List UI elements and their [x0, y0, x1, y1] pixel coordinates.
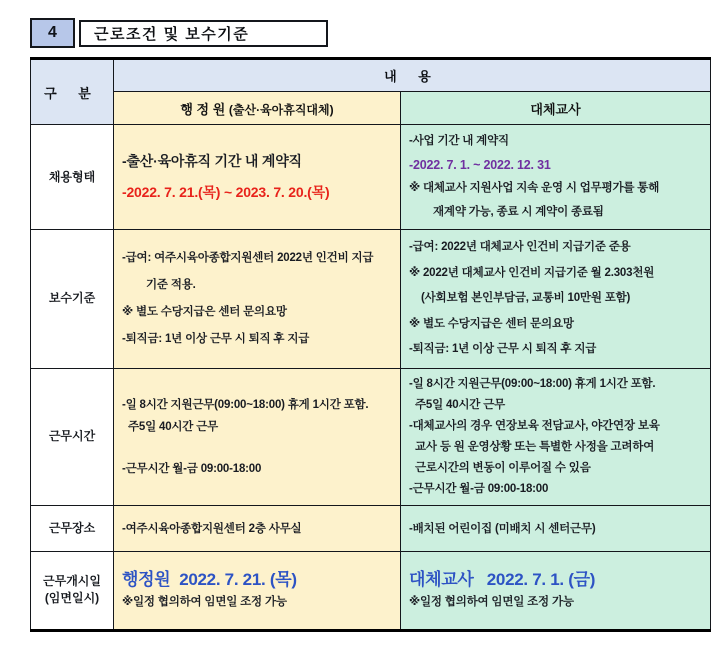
header-row-content — [31, 59, 711, 92]
header-admin-column — [114, 92, 401, 125]
admin-column-subtitle: (출산·육아휴직대체) — [228, 102, 334, 117]
section-title: 근로조건 및 보수기준 — [94, 26, 250, 43]
text-line: -근무시간 월-금 09:00-18:00 — [122, 462, 262, 475]
text-line: -2022. 7. 1. ~ 2022. 12. 31 — [409, 157, 551, 172]
text-line: -2022. 7. 21.(목) ~ 2023. 7. 20.(목) — [122, 184, 330, 200]
text-line: -여주시육아종합지원센터 2층 사무실 — [122, 523, 302, 535]
text-line: -퇴직금: 1년 이상 근무 시 퇴직 후 지급 — [122, 332, 310, 345]
header-category: 구 분 — [31, 59, 114, 125]
text-line: (사회보험 본인부담금, 교통비 10만원 포함) — [421, 292, 631, 304]
header-row-columns — [31, 92, 711, 125]
row-work-place — [31, 505, 711, 551]
text-line: ※ 대체교사 지원사업 지속 운영 시 업무평가를 통해 — [409, 182, 660, 194]
row-label-place: 근무장소 — [31, 505, 114, 551]
text-line: 기준 적용. — [146, 278, 196, 291]
row-pay-standard — [31, 230, 711, 369]
text-line: -급여: 2022년 대체교사 인건비 지급기준 준용 — [409, 241, 631, 253]
text-line: -출산·육아휴직 기간 내 계약직 — [122, 153, 302, 169]
place-admin-cell — [114, 505, 401, 551]
row-work-hours — [31, 368, 711, 505]
header-substitute-column: 대체교사 — [401, 92, 711, 125]
text-line: -일 8시간 지원근무(09:00~18:00) 휴게 1시간 포함. — [409, 377, 656, 390]
text-line: -배치된 어린이집 (미배치 시 센터근무) — [409, 523, 596, 535]
text-line: -일 8시간 지원근무(09:00~18:00) 휴게 1시간 포함. — [122, 398, 369, 411]
text-line: ※ 별도 수당지급은 센터 문의요망 — [122, 305, 287, 318]
pay-admin-cell — [114, 230, 401, 369]
text-line: -근무시간 월-금 09:00-18:00 — [409, 482, 549, 495]
conditions-table — [30, 57, 711, 632]
section-number-box — [30, 18, 75, 48]
recruit-substitute-cell — [401, 125, 711, 230]
row-label-hours: 근무시간 — [31, 368, 114, 505]
text-line: -퇴직금: 1년 이상 근무 시 퇴직 후 지급 — [409, 343, 597, 355]
text-line: -사업 기간 내 계약직 — [409, 135, 509, 147]
admin-column-title: 행 정 원 — [180, 101, 226, 117]
section-title-box — [79, 20, 328, 47]
pay-substitute-cell — [401, 230, 711, 369]
row-recruit-type — [31, 125, 711, 230]
row-label-start — [31, 551, 114, 630]
place-substitute-cell — [401, 505, 711, 551]
hours-substitute-cell — [401, 368, 711, 505]
label-line: 근무개시일 — [43, 574, 101, 588]
text-line: 행정원 2022. 7. 21. (목) — [122, 570, 297, 589]
text-line: ※일정 협의하여 임면일 조정 가능 — [122, 596, 287, 608]
recruit-admin-cell — [114, 125, 401, 230]
hours-admin-cell — [114, 368, 401, 505]
header-content: 내 용 — [114, 59, 711, 92]
start-substitute-cell — [401, 551, 711, 630]
text-line: 주5일 40시간 근무 — [128, 420, 219, 433]
row-label-pay: 보수기준 — [31, 230, 114, 369]
text-line: 재계약 가능, 종료 시 계약이 종료됨 — [433, 205, 604, 218]
text-line: ※ 별도 수당지급은 센터 문의요망 — [409, 317, 574, 330]
start-admin-cell — [114, 551, 401, 630]
text-line: ※ 2022년 대체교사 인건비 지급기준 월 2.303천원 — [409, 266, 655, 279]
text-line: 교사 등 원 운영상황 또는 특별한 사정을 고려하여 — [415, 440, 655, 453]
text-line: 주5일 40시간 근무 — [415, 398, 506, 411]
text-line: 대체교사 2022. 7. 1. (금) — [409, 570, 596, 589]
text-line: -급여: 여주시육아종합지원센터 2022년 인건비 지급 — [122, 251, 374, 264]
text-line: -대체교사의 경우 연장보육 전담교사, 야간연장 보육 — [409, 419, 660, 432]
row-label-recruit: 채용형태 — [31, 125, 114, 230]
section-number: 4 — [48, 24, 57, 41]
row-start-date — [31, 551, 711, 630]
text-line: 근로시간의 변동이 이루어질 수 있음 — [415, 461, 591, 474]
text-line: ※일정 협의하여 임면일 조정 가능 — [409, 596, 574, 608]
label-line: (임면일시) — [44, 591, 100, 605]
